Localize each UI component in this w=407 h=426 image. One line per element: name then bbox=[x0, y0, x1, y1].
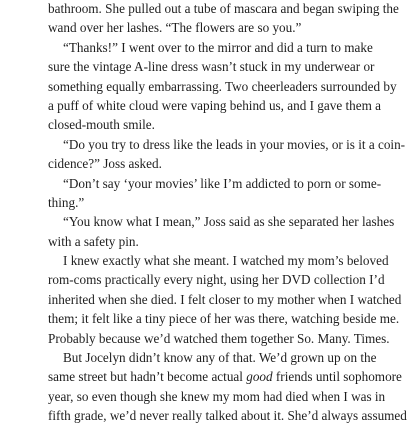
text-segment: “You know what I mean,” Joss said as she separated her lashes bbox=[63, 214, 395, 230]
text-segment: “Do you try to dress like the leads in your movies, or is it a coin- bbox=[63, 136, 406, 152]
emphasis-text: good bbox=[246, 369, 273, 385]
text-segment: year, so even though she knew my mom had died when I was in bbox=[48, 388, 386, 404]
text-line bbox=[48, 309, 400, 328]
text-segment: a puff of white cloud were vaping behind us, and I gave them a bbox=[48, 97, 382, 113]
text-line bbox=[48, 18, 370, 37]
text-segment: “Don’t say ‘your movies’ like I’m addicted to porn or some- bbox=[63, 175, 382, 191]
text-segment: friends until sophomore bbox=[272, 369, 402, 385]
body-text bbox=[48, 0, 407, 426]
text-line bbox=[48, 367, 402, 386]
text-line bbox=[48, 270, 385, 289]
text-segment: sure the vintage A-line dress wasn’t stuck in my underwear or bbox=[48, 59, 375, 75]
text-line bbox=[48, 38, 373, 57]
text-segment: Probably because we’d watched them together So. Many. Times. bbox=[48, 330, 390, 346]
text-line bbox=[48, 387, 386, 406]
text-line bbox=[48, 115, 370, 134]
text-line bbox=[48, 212, 395, 231]
text-line bbox=[48, 406, 407, 425]
text-line bbox=[48, 348, 377, 367]
text-segment: cidence?” Joss asked. bbox=[48, 156, 162, 172]
text-segment: something equally embarrassing. Two cheerleaders surrounded by bbox=[48, 78, 397, 94]
text-line bbox=[48, 232, 370, 251]
text-line bbox=[48, 251, 389, 270]
text-segment: fifth grade, we’d never really talked about it. She’d always assumed bbox=[48, 408, 407, 424]
text-segment: them; it felt like a tiny piece of her was there, watching beside me. bbox=[48, 311, 400, 327]
text-line bbox=[48, 154, 370, 173]
text-line bbox=[48, 77, 397, 96]
text-line bbox=[48, 290, 402, 309]
text-line bbox=[48, 135, 406, 154]
text-segment: inherited when she died. I felt closer to my mother when I watched bbox=[48, 291, 402, 307]
text-line bbox=[48, 96, 382, 115]
text-segment: thing.” bbox=[48, 194, 85, 210]
text-segment: same street but hadn’t become actual bbox=[48, 369, 247, 385]
text-segment: But Jocelyn didn’t know any of that. We’d grown up on the bbox=[63, 350, 377, 366]
text-line bbox=[48, 0, 399, 18]
text-segment: with a safety pin. bbox=[48, 233, 139, 249]
text-line bbox=[48, 174, 382, 193]
text-line bbox=[48, 329, 390, 348]
text-segment: bathroom. She pulled out a tube of mascara and began swiping the bbox=[48, 1, 399, 16]
text-segment: rom-coms practically every night, using her DVD collection I’d bbox=[48, 272, 385, 288]
text-segment: closed-mouth smile. bbox=[48, 117, 155, 133]
text-segment: I knew exactly what she meant. I watched my mom’s beloved bbox=[63, 253, 389, 269]
text-segment: “Thanks!” I went over to the mirror and did a turn to make bbox=[63, 39, 373, 55]
text-segment: wand over her lashes. “The flowers are so you.” bbox=[48, 20, 302, 36]
text-line bbox=[48, 193, 370, 212]
text-line bbox=[48, 57, 375, 76]
